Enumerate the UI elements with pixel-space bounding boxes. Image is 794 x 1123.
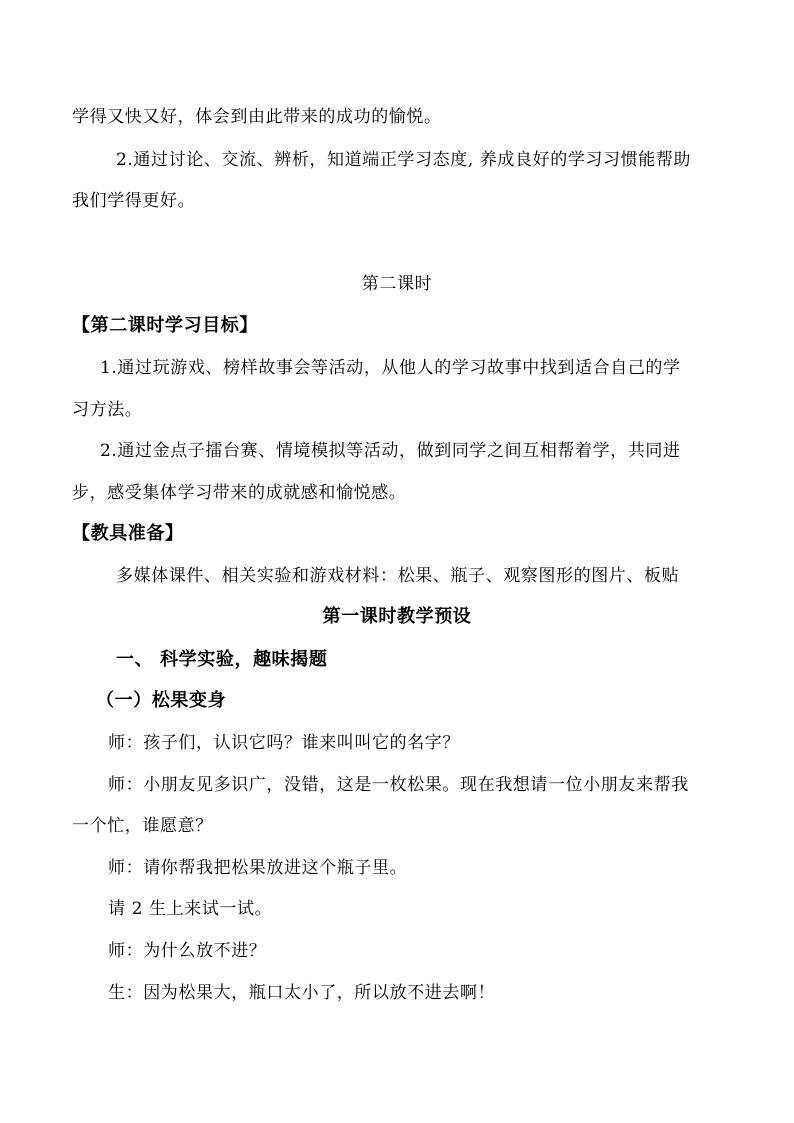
lesson-title: 第一课时教学预设 — [322, 606, 472, 627]
dialogue-2-line1: 师：小朋友见多识广，没错，这是一枚松果。现在我想请一位小朋友来帮我 — [108, 775, 689, 795]
goals-heading: 【第二课时学习目标】 — [72, 315, 258, 336]
section-title: 第二课时 — [361, 274, 433, 294]
sub1-heading: （一）松果变身 — [96, 690, 227, 711]
goal1-line1: 1.通过玩游戏、榜样故事会等活动，从他人的学习故事中找到适合自己的学 — [100, 358, 681, 378]
goal1-line2: 习方法。 — [72, 400, 143, 420]
paragraph-goal2-line2: 我们学得更好。 — [72, 191, 196, 211]
tools-text: 多媒体课件、相关实验和游戏材料：松果、瓶子、观察图形的图片、板贴 — [116, 566, 680, 586]
tools-heading: 【教具准备】 — [72, 523, 184, 544]
dialogue-1: 师：孩子们，认识它吗？谁来叫叫它的名字？ — [108, 733, 460, 753]
goal2-line2: 步，感受集体学习带来的成就感和愉悦感。 — [72, 483, 407, 503]
dialogue-3: 师：请你帮我把松果放进这个瓶子里。 — [108, 858, 408, 878]
paragraph-goal2-line1: 2.通过讨论、交流、辨析，知道端正学习态度, 养成良好的学习习惯能帮助 — [116, 150, 692, 170]
dialogue-5: 师：为什么放不进？ — [108, 941, 267, 961]
dialogue-6: 生：因为松果大，瓶口太小了，所以放不进去啊！ — [108, 983, 496, 1003]
dialogue-2-line2: 一个忙，谁愿意？ — [72, 816, 213, 836]
paragraph-goal1-continuation: 学得又快又好，体会到由此带来的成功的愉悦。 — [72, 107, 442, 127]
part1-heading: 一、 科学实验，趣味揭题 — [116, 649, 328, 670]
goal2-line1: 2.通过金点子擂台赛、情境模拟等活动，做到同学之间互相帮着学，共同进 — [100, 441, 681, 461]
dialogue-4: 请 2 生上来试一试。 — [108, 899, 273, 919]
